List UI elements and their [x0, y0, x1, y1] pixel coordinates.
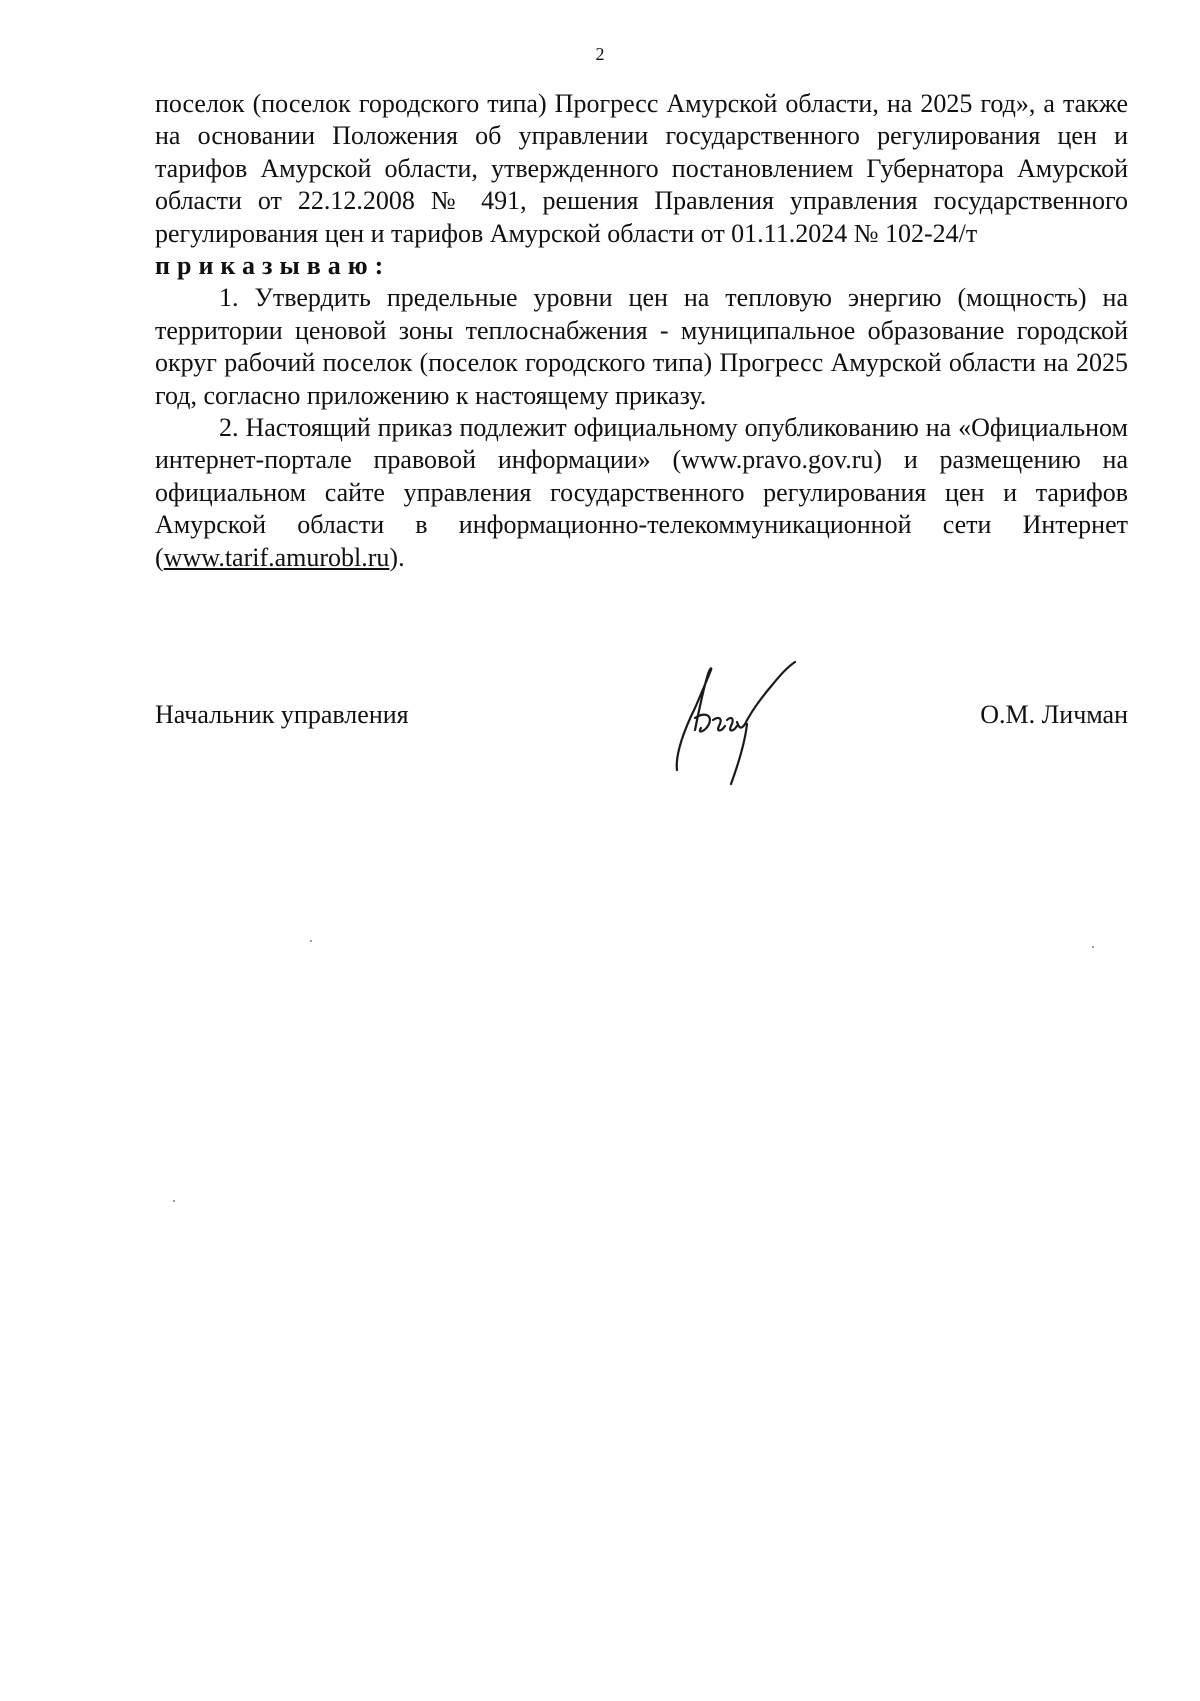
signatory-name: О.М. Личман	[980, 700, 1128, 729]
signature-block	[155, 700, 1128, 740]
page-number: 2	[595, 44, 605, 64]
order-word: приказываю:	[155, 251, 391, 281]
scan-speck	[1092, 946, 1094, 948]
document-body	[155, 88, 1128, 574]
scan-speck	[173, 1200, 175, 1202]
order-item-2-text: 2. Настоящий приказ подлежит официальному опубликованию на «Официальном интернет-портале правовой информации» (www.pravo.gov.ru) и размещению на официальном сайте управления государственного регулирования цен и тарифов Амурской области в информационно-телекоммуникационной сети Интернет (	[155, 413, 1128, 572]
signatory-position: Начальник управления	[155, 700, 409, 729]
order-item-2	[155, 412, 1128, 574]
scan-speck	[310, 940, 312, 942]
order-item-1: 1. Утвердить предельные уровни цен на тепловую энергию (мощность) на территории ценовой зоны теплоснабжения - муниципальное образование городской округ рабочий поселок (поселок городского типа) Прогресс Амурской области на 2025 год, согласно приложению к настоящему приказу.	[155, 283, 1128, 410]
order-item-2-end: ).	[389, 542, 405, 572]
intro-paragraph: поселок (поселок городского типа) Прогресс Амурской области, на 2025 год», а также на основании Положения об управлении государственного регулирования цен и тарифов Амурской области, утвержденного постановлением Губернатора Амурской области от 22.12.2008 № 491, решения Правления управления государственного регулирования цен и тарифов Амурской области от 01.11.2024 № 102-24/т	[155, 89, 1128, 248]
handwritten-signature	[665, 658, 835, 788]
tarif-site-link[interactable]: www.tarif.amurobl.ru	[163, 542, 390, 572]
